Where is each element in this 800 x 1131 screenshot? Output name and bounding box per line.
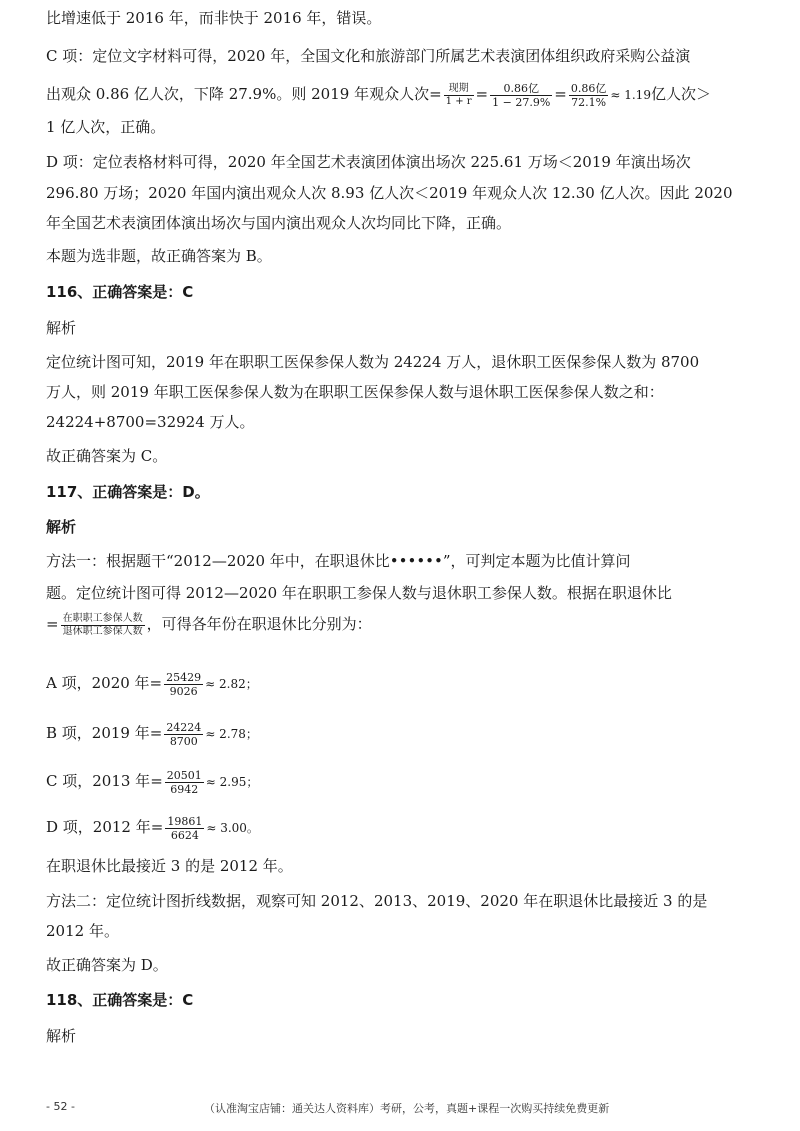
fraction bbox=[444, 83, 474, 108]
text-line: 方法一：根据题干“2012—2020 年中，在职退休比••••••”，可判定本题为比值计算问 bbox=[46, 552, 631, 570]
fraction bbox=[490, 82, 552, 109]
denominator: 退休职工参保人数 bbox=[62, 625, 143, 637]
text-line: 24224+8700=32924 万人。 bbox=[46, 413, 255, 431]
denominator: 1 − 27.9% bbox=[492, 95, 551, 109]
denominator: 1 + r bbox=[445, 95, 472, 107]
option-line bbox=[46, 716, 758, 750]
option-label: B 项，2019 年 bbox=[46, 724, 150, 742]
text-line: 故正确答案为 C。 bbox=[46, 447, 168, 465]
numerator: 现期 bbox=[444, 83, 474, 96]
fraction bbox=[61, 613, 145, 638]
approx-result: ≈ 3.00。 bbox=[206, 821, 259, 835]
numerator: 24224 bbox=[166, 720, 202, 734]
numerator: 0.86亿 bbox=[490, 82, 552, 96]
text-line: 2012 年。 bbox=[46, 922, 119, 940]
option-line bbox=[46, 666, 758, 700]
equals-sign: = bbox=[554, 85, 567, 103]
text-line: 比增速低于 2016 年，而非快于 2016 年，错误。 bbox=[46, 9, 382, 27]
fraction bbox=[569, 82, 609, 109]
text-line: 故正确答案为 D。 bbox=[46, 956, 168, 974]
footer-note: （认准淘宝店铺：通关达人资料库）考研，公考，真题+课程一次购买持续免费更新 bbox=[204, 1102, 610, 1115]
text-line: C 项：定位文字材料可得，2020 年，全国文化和旅游部门所属艺术表演团体组织政府采购公益演 bbox=[46, 47, 691, 65]
denominator: 6624 bbox=[170, 828, 199, 842]
fraction bbox=[165, 815, 204, 842]
text-line-with-formula bbox=[46, 606, 758, 642]
equals-sign: = bbox=[46, 615, 59, 633]
fraction bbox=[165, 769, 204, 796]
answer-heading: 117、正确答案是：D。 bbox=[46, 483, 210, 501]
text-line: 万人，则 2019 年职工医保参保人数为在职职工医保参保人数与退休职工医保参保人数之和： bbox=[46, 383, 664, 401]
answer-heading: 118、正确答案是：C bbox=[46, 991, 194, 1009]
option-line bbox=[46, 764, 758, 798]
text-line-with-formula bbox=[46, 78, 758, 110]
text-line: 年全国艺术表演团体演出场次与国内演出观众人次均同比下降，正确。 bbox=[46, 214, 512, 232]
numerator: 25429 bbox=[166, 670, 202, 684]
numerator: 0.86亿 bbox=[570, 81, 607, 95]
text-segment: 亿人次＞ bbox=[650, 85, 711, 103]
text-line: 本题为选非题，故正确答案为 B。 bbox=[46, 247, 272, 265]
fraction bbox=[164, 721, 203, 748]
text-line: 296.80 万场；2020 年国内演出观众人次 8.93 亿人次＜2019 年观众人次 12.30 亿人次。因此 2020 bbox=[46, 184, 733, 202]
fraction bbox=[164, 671, 203, 698]
equals-sign: = bbox=[429, 85, 442, 103]
approx-result: ≈ 1.19 bbox=[610, 88, 651, 102]
numerator: 19861 bbox=[167, 814, 203, 828]
equals-sign: = bbox=[149, 724, 163, 742]
analysis-label: 解析 bbox=[46, 1027, 77, 1045]
equals-sign: = bbox=[150, 818, 164, 836]
option-label: D 项，2012 年 bbox=[46, 818, 151, 836]
approx-result: ≈ 2.78； bbox=[205, 727, 258, 741]
option-line bbox=[46, 810, 758, 844]
answer-heading: 116、正确答案是：C bbox=[46, 283, 194, 301]
equals-sign: = bbox=[475, 85, 489, 103]
option-label: A 项，2020 年 bbox=[46, 674, 150, 692]
option-label: C 项，2013 年 bbox=[46, 772, 151, 790]
denominator: 8700 bbox=[169, 734, 198, 748]
page-number: - 52 - bbox=[46, 1100, 75, 1113]
text-line: 题。定位统计图可得 2012—2020 年在职职工参保人数与退休职工参保人数。根据在职退休比 bbox=[46, 584, 672, 602]
denominator: 9026 bbox=[169, 684, 198, 698]
numerator: 20501 bbox=[166, 768, 202, 782]
text-line: D 项：定位表格材料可得，2020 年全国艺术表演团体演出场次 225.61 万场＜2019 年演出场次 bbox=[46, 153, 691, 171]
denominator: 72.1% bbox=[571, 95, 607, 109]
equals-sign: = bbox=[150, 772, 163, 790]
text-segment: ，可得各年份在职退休比分别为： bbox=[146, 615, 372, 633]
text-segment: 出观众 0.86 亿人次，下降 27.9%。则 2019 年观众人次 bbox=[46, 85, 430, 103]
analysis-label: 解析 bbox=[46, 518, 77, 536]
denominator: 6942 bbox=[170, 782, 199, 796]
approx-result: ≈ 2.82； bbox=[205, 677, 258, 691]
text-line: 方法二：定位统计图折线数据，观察可知 2012、2013、2019、2020 年在职退休比最接近 3 的是 bbox=[46, 892, 708, 910]
approx-result: ≈ 2.95； bbox=[205, 775, 259, 789]
text-line: 在职退休比最接近 3 的是 2012 年。 bbox=[46, 857, 293, 875]
numerator: 在职职工参保人数 bbox=[62, 612, 143, 624]
equals-sign: = bbox=[149, 674, 163, 692]
analysis-label: 解析 bbox=[46, 319, 77, 337]
text-line: 1 亿人次，正确。 bbox=[46, 118, 166, 136]
text-line: 定位统计图可知，2019 年在职职工医保参保人数为 24224 万人，退休职工医保参保人数为 8700 bbox=[46, 353, 700, 371]
